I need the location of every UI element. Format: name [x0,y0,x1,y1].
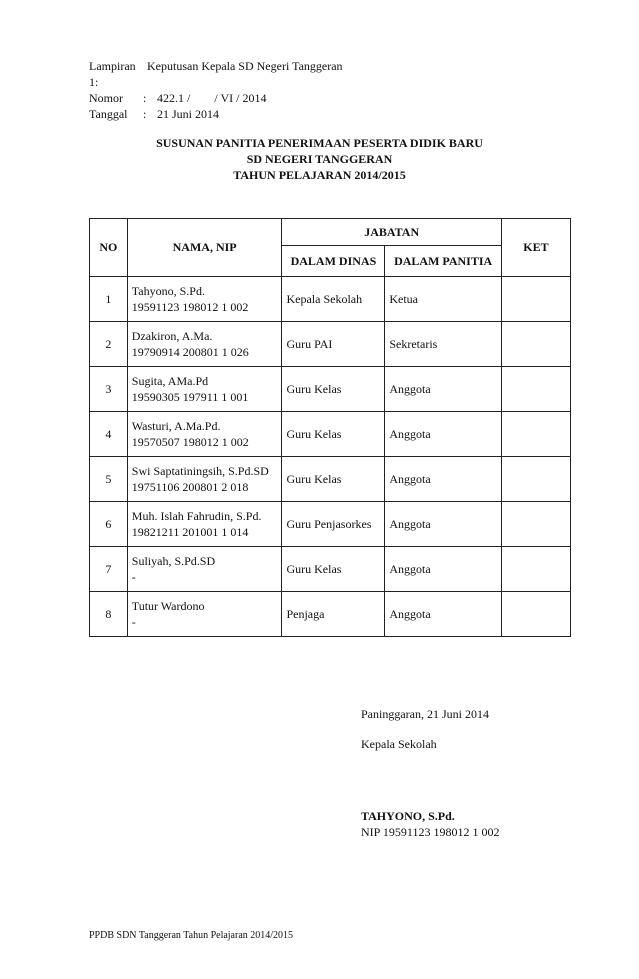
header-key: Nomor [89,91,123,105]
cell-no: 3 [90,367,128,412]
column-header-no: NO [90,219,128,277]
cell-dinas: Guru Kelas [282,412,385,457]
cell-dinas: Guru Kelas [282,547,385,592]
signature-place-date: Paninggaran, 21 Juni 2014 [361,707,489,721]
column-header-panitia: DALAM PANITIA [385,246,502,277]
header-key: Lampiran 1: [89,59,136,89]
cell-panitia: Anggota [385,592,502,637]
cell-nip: 19591123 198012 1 002 [131,300,249,314]
cell-dinas: Penjaga [282,592,385,637]
cell-panitia: Anggota [385,412,502,457]
table-row [90,322,571,367]
cell-no: 4 [90,412,128,457]
column-header-ket: KET [501,219,570,277]
cell-nama-nip [127,547,282,592]
cell-nip: 19590305 197911 1 001 [131,390,249,404]
cell-ket [501,277,570,322]
cell-nama-nip [127,322,282,367]
cell-nama-nip [127,592,282,637]
cell-nama: Suliyah, S.Pd.SD [131,554,216,568]
cell-panitia: Anggota [385,547,502,592]
cell-ket [501,322,570,367]
signature-block [361,706,499,840]
table-row [90,592,571,637]
cell-ket [501,547,570,592]
page-footer: PPDB SDN Tanggeran Tahun Pelajaran 2014/2015 [89,930,294,941]
cell-ket [501,592,570,637]
signature-position: Kepala Sekolah [361,737,437,751]
header-value: 422.1 / / VI / 2014 [157,91,267,105]
cell-dinas: Guru Kelas [282,457,385,502]
table-row [90,367,571,412]
cell-nama-nip [127,412,282,457]
header-value: Keputusan Kepala SD Negeri Tanggeran [147,59,343,73]
cell-panitia: Anggota [385,502,502,547]
cell-ket [501,457,570,502]
table-row [90,457,571,502]
cell-dinas: Guru Penjasorkes [282,502,385,547]
table-header-row [90,219,571,246]
cell-nama-nip [127,277,282,322]
header-row-lampiran [89,58,343,90]
document-title [0,135,639,183]
table-row [90,547,571,592]
committee-table [89,218,571,637]
cell-nip: - [131,570,136,584]
header-colon: : [143,91,147,105]
cell-ket [501,367,570,412]
cell-nama: Tahyono, S.Pd. [131,284,205,298]
column-header-jabatan: JABATAN [282,219,501,246]
title-line-2: SD NEGERI TANGGERAN [246,152,393,166]
table-row [90,502,571,547]
cell-dinas: Kepala Sekolah [282,277,385,322]
cell-no: 5 [90,457,128,502]
header-colon: : [143,107,147,121]
header-row-tanggal [89,106,343,122]
cell-nama: Wasturi, A.Ma.Pd. [131,419,221,433]
title-line-1: SUSUNAN PANITIA PENERIMAAN PESERTA DIDIK BARU [156,136,483,150]
table-row [90,412,571,457]
column-header-dinas: DALAM DINAS [282,246,385,277]
cell-no: 7 [90,547,128,592]
cell-no: 6 [90,502,128,547]
header-key: Tanggal [89,107,128,121]
cell-dinas: Guru Kelas [282,367,385,412]
document-header-info [89,58,343,122]
cell-ket [501,502,570,547]
cell-nama-nip [127,457,282,502]
cell-no: 2 [90,322,128,367]
cell-nip: 19821211 201001 1 014 [131,525,249,539]
cell-ket [501,412,570,457]
cell-nama: Sugita, AMa.Pd [131,374,209,388]
cell-nama-nip [127,502,282,547]
header-row-nomor [89,90,343,106]
cell-nama: Dzakiron, A.Ma. [131,329,213,343]
cell-panitia: Anggota [385,367,502,412]
cell-no: 8 [90,592,128,637]
cell-dinas: Guru PAI [282,322,385,367]
column-header-nama: NAMA, NIP [127,219,282,277]
table-row [90,277,571,322]
cell-nip: 19570507 198012 1 002 [131,435,249,449]
cell-panitia: Ketua [385,277,502,322]
cell-nama-nip [127,367,282,412]
cell-panitia: Sekretaris [385,322,502,367]
signature-name: TAHYONO, S.Pd. [361,809,455,823]
cell-nip: 19751106 200801 2 018 [131,480,249,494]
cell-nama: Muh. Islah Fahrudin, S.Pd. [131,509,262,523]
cell-nip: 19790914 200801 1 026 [131,345,249,359]
header-value: 21 Juni 2014 [157,107,220,121]
cell-nama: Swi Saptatiningsih, S.Pd.SD [131,464,269,478]
title-line-3: TAHUN PELAJARAN 2014/2015 [233,168,406,182]
cell-no: 1 [90,277,128,322]
signature-nip: NIP 19591123 198012 1 002 [361,825,500,839]
cell-nama: Tutur Wardono [131,599,205,613]
cell-panitia: Anggota [385,457,502,502]
cell-nip: - [131,615,136,629]
